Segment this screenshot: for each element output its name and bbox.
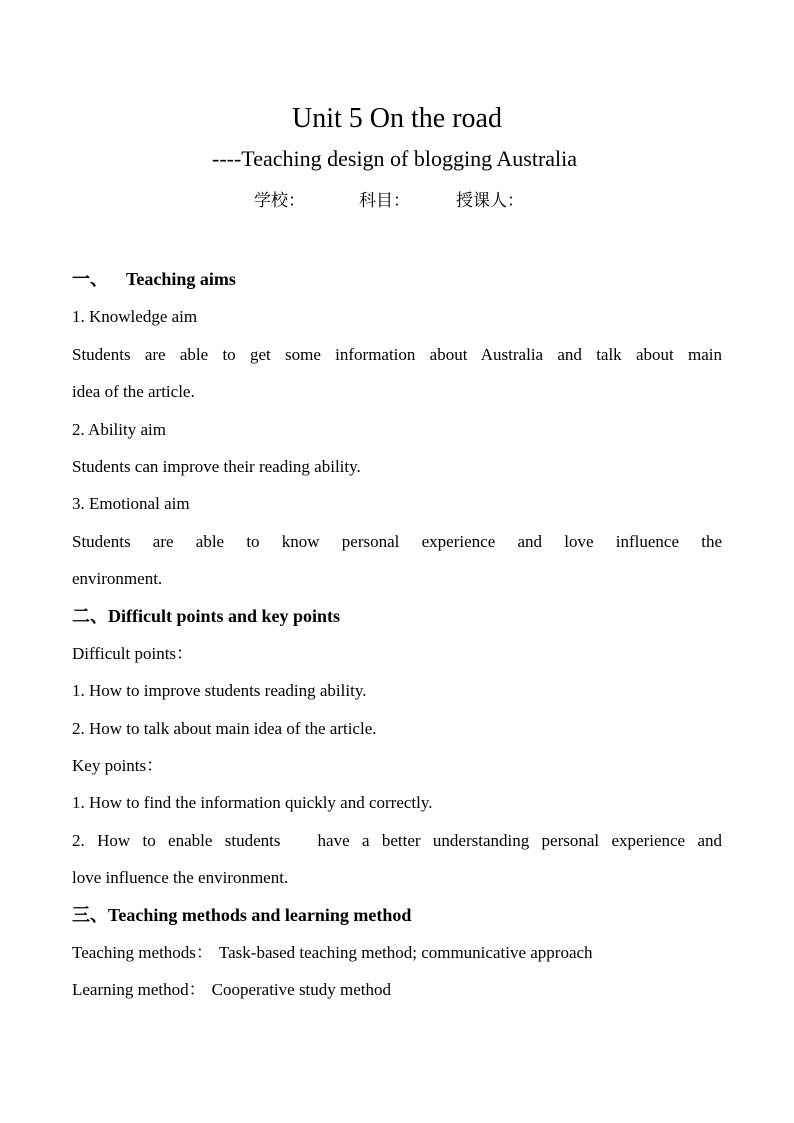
section-heading-teaching-aims <box>72 261 722 298</box>
teaching-methods-line <box>72 934 722 971</box>
emotional-aim-label: 3. Emotional aim <box>72 494 190 514</box>
emotional-aim-text-cont: environment. <box>72 569 163 589</box>
key-points-label: Key points： <box>72 756 164 776</box>
section-number: 二、 <box>72 605 108 627</box>
key-point-2: 2. How to enable students have a better understanding personal experience and <box>72 830 722 850</box>
meta-line <box>254 189 524 213</box>
ability-aim-text: Students can improve their reading ability. <box>72 456 361 476</box>
knowledge-aim-label: 1. Knowledge aim <box>72 307 198 327</box>
teaching-methods-value: Task-based teaching method; communicative approach <box>218 943 593 963</box>
meta-school: 学校： <box>254 191 305 211</box>
ability-aim-label: 2. Ability aim <box>72 419 166 439</box>
page-title: Unit 5 On the road <box>292 103 502 134</box>
emotional-aim-text: Students are able to know personal experience and love influence the <box>72 531 722 551</box>
learning-method-label: Learning method： <box>72 980 206 1000</box>
key-point-2-cont: love influence the environment. <box>72 868 289 888</box>
section-number: 三、 <box>72 904 108 926</box>
knowledge-aim-text: Students are able to get some information about Australia and talk about main <box>72 344 722 364</box>
key-point-1: 1. How to find the information quickly and correctly. <box>72 793 433 813</box>
learning-method-value: Cooperative study method <box>211 980 392 1000</box>
section-title: Teaching aims <box>126 269 236 289</box>
section-title: Difficult points and key points <box>108 605 341 626</box>
teaching-methods-label: Teaching methods： <box>72 943 213 963</box>
document-body <box>72 261 722 1009</box>
meta-subject: 科目： <box>359 191 410 211</box>
learning-method-line <box>72 971 722 1008</box>
knowledge-aim-text-cont: idea of the article. <box>72 382 195 402</box>
section-heading-teaching-methods <box>72 897 722 934</box>
meta-teacher: 授课人： <box>456 191 524 211</box>
page-subtitle: ----Teaching design of blogging Australia <box>212 146 578 171</box>
section-heading-difficult-points <box>72 598 722 635</box>
difficult-point-2: 2. How to talk about main idea of the article. <box>72 718 377 738</box>
difficult-points-label: Difficult points： <box>72 643 194 663</box>
section-number: 一、 <box>72 269 108 290</box>
section-title: Teaching methods and learning method <box>108 904 412 925</box>
difficult-point-1: 1. How to improve students reading ability. <box>72 681 367 701</box>
